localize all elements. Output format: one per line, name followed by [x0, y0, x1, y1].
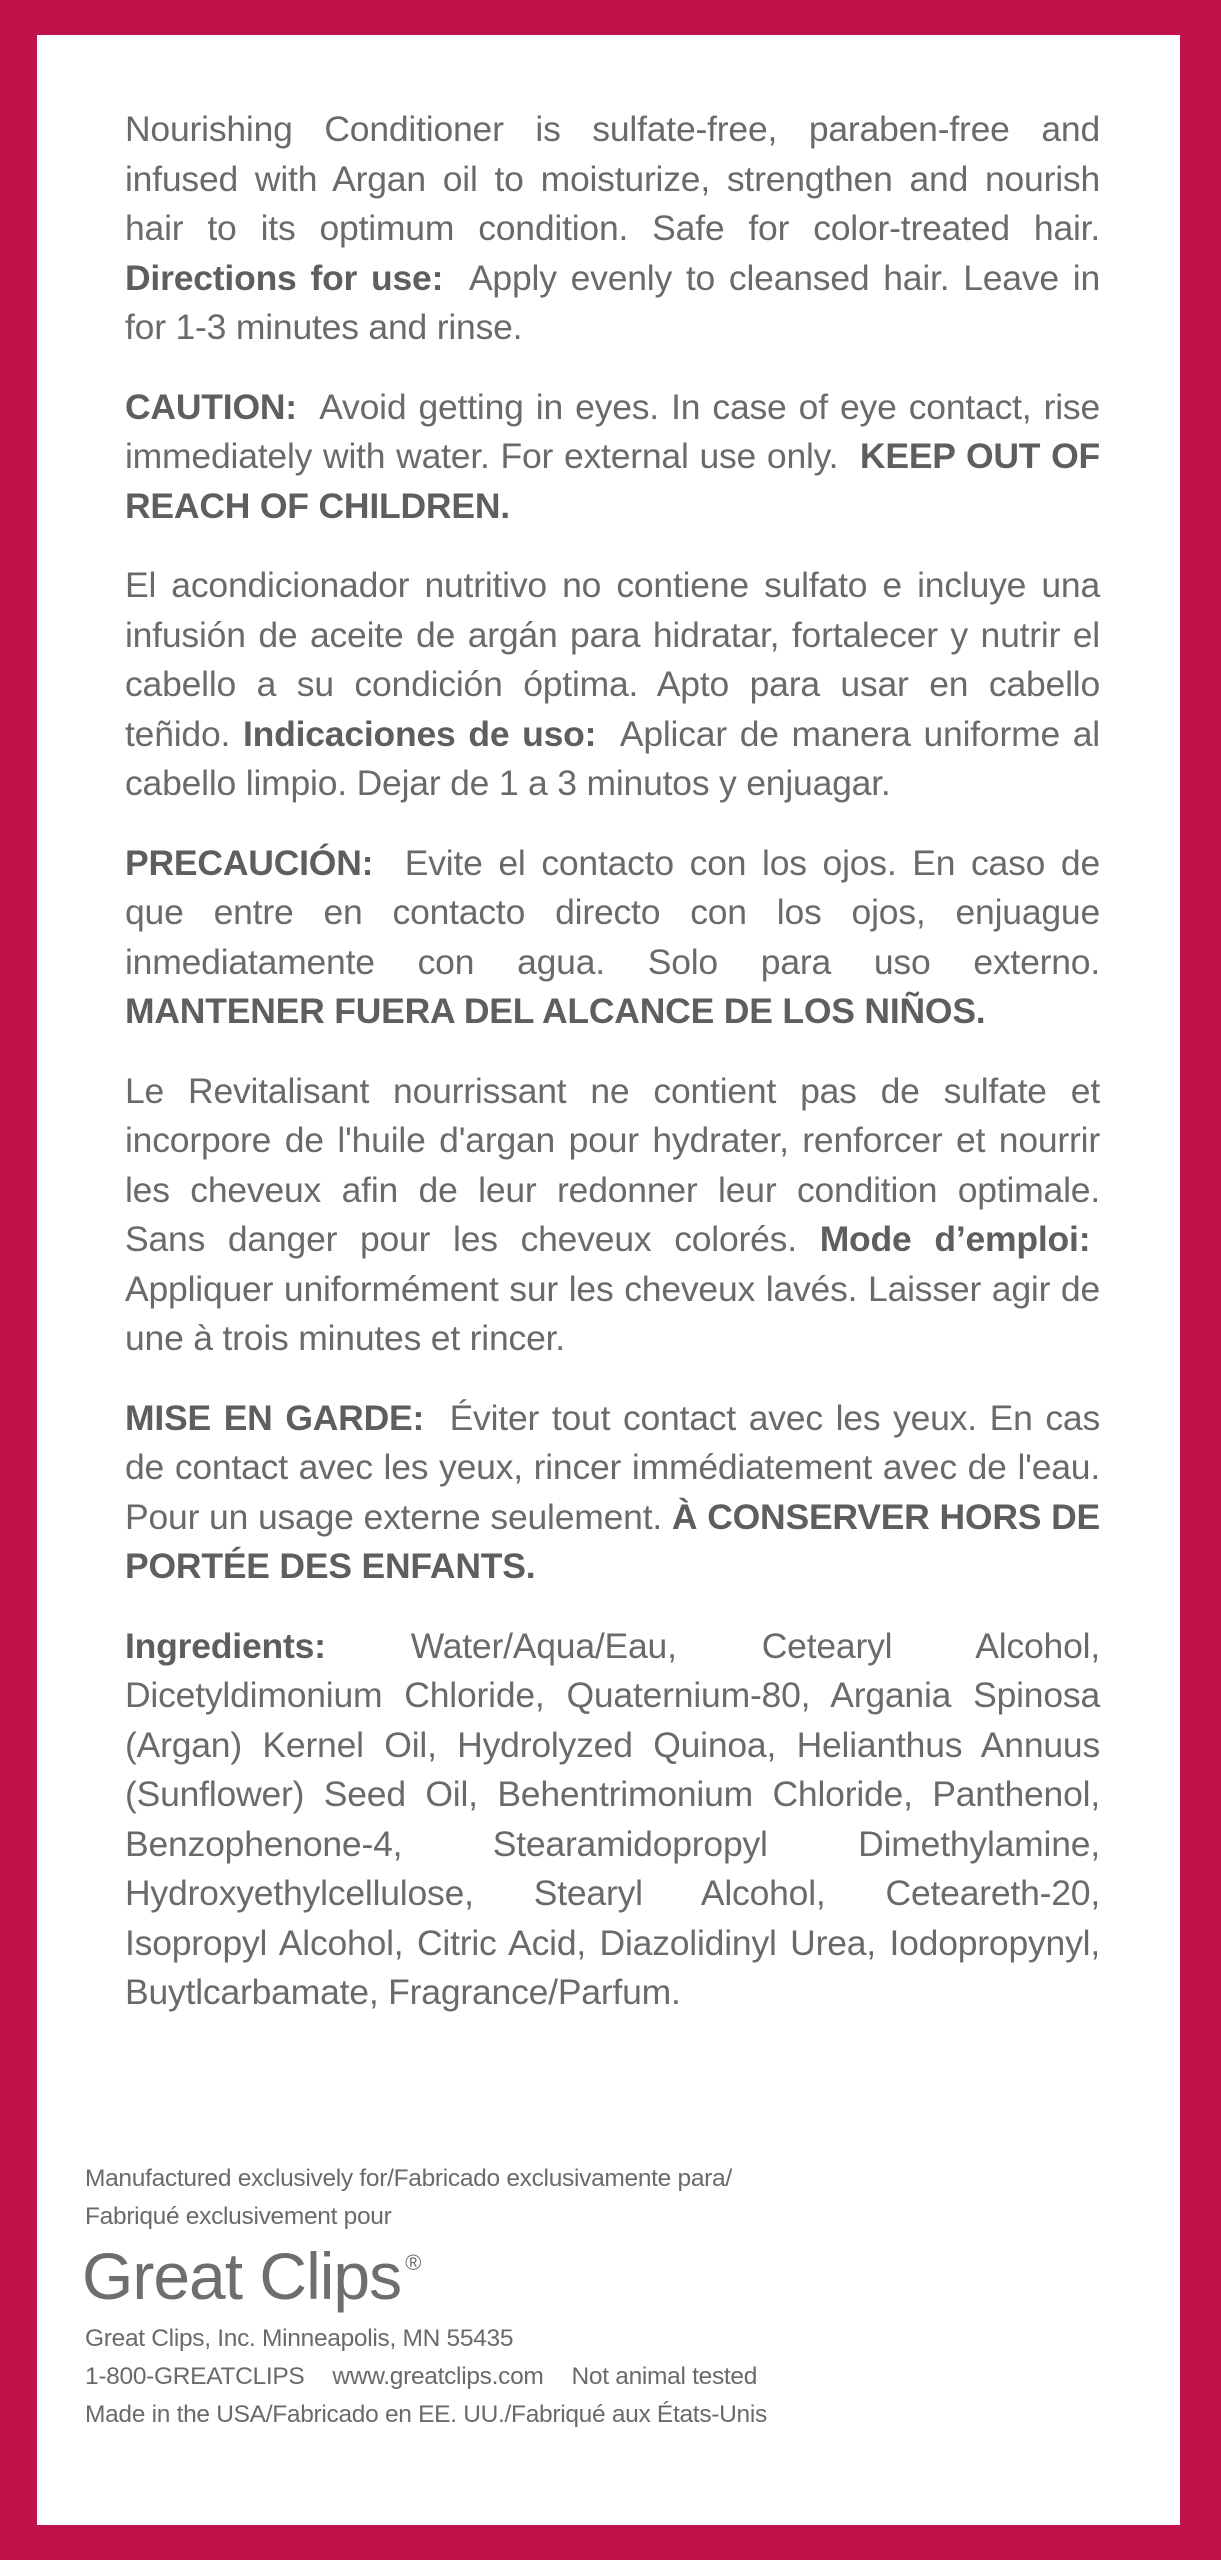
- french-caution-text: Éviter tout contact avec les yeux. En cas de contact avec les yeux, rincer immédiatement avec de l'eau. Pour un usage externe seulement.: [125, 1397, 1101, 1537]
- spanish-directions-label: Indicaciones de uso:: [242, 713, 597, 754]
- ingredients: [125, 1622, 1100, 2018]
- english-directions-text: Apply evenly to cleansed hair. Leave in for 1-3 minutes and rinse.: [125, 257, 1101, 347]
- manufactured-line-1: Manufactured exclusively for/Fabricado exclusivamente para/: [85, 2165, 732, 2192]
- spanish-directions-text: Aplicar de manera uniforme al cabello limpio. Dejar de 1 a 3 minutos y enjuagar.: [125, 713, 1100, 803]
- french-directions-text: Appliquer uniformément sur les cheveux lavés. Laisser agir de une à trois minutes et rincer.: [125, 1268, 1100, 1358]
- english-body: Nourishing Conditioner is sulfate-free, paraben-free and infused with Argan oil to moisturize, strengthen and nourish hair to its optimum condition. Safe for color-treated hair.: [125, 109, 1100, 248]
- french-directions-label: Mode d’emploi:: [819, 1219, 1091, 1259]
- french-caution-label: MISE EN GARDE:: [125, 1397, 425, 1438]
- great-clips-logo: [82, 2238, 985, 2314]
- spanish-caution-text: Evite el contacto con los ojos. En caso de que entre en contacto directo con los ojos, enjuague inmediatamente con agua. Solo para uso externo.: [125, 842, 1100, 982]
- english-caution-warning: KEEP OUT OF REACH OF CHILDREN.: [125, 436, 1100, 526]
- english-caution-label: CAUTION:: [125, 386, 297, 427]
- spanish-caution-warning: MANTENER FUERA DEL ALCANCE DE LOS NIÑOS.: [125, 991, 986, 1031]
- french-body: Le Revitalisant nourrissant ne contient pas de sulfate et incorpore de l'huile d'argan pour hydrater, renforcer et nourrir les cheveux afin de leur redonner leur condition optimale. Sans danger pour les cheveux colorés.: [125, 1070, 1100, 1259]
- spanish-caution: [125, 839, 1100, 1037]
- animal-testing-note: Not animal tested: [571, 2363, 758, 2390]
- spanish-description: [125, 561, 1100, 809]
- spanish-body: El acondicionador nutritivo no contiene sulfato e incluye una infusión de aceite de argán para hidratar, fortalecer y nutrir el cabello a su condición óptima. Apto para usar en cabello teñido.: [125, 565, 1100, 754]
- logo-text: Great Clips: [82, 2239, 402, 2313]
- french-description: [125, 1067, 1100, 1364]
- manufactured-line-2: Fabriqué exclusivement pour: [85, 2203, 392, 2230]
- french-caution: [125, 1394, 1100, 1592]
- english-caution-text: Avoid getting in eyes. In case of eye contact, rise immediately with water. For external use only.: [125, 386, 1100, 476]
- registered-mark: ®: [405, 2250, 421, 2275]
- phone-number: 1-800-GREATCLIPS: [85, 2363, 305, 2390]
- english-directions-label: Directions for use:: [125, 257, 444, 298]
- french-caution-warning: À CONSERVER HORS DE PORTÉE DES ENFANTS.: [125, 1496, 1100, 1586]
- contact-line: [85, 2358, 985, 2396]
- made-in-line: Made in the USA/Fabricado en EE. UU./Fabriqué aux États-Unis: [85, 2401, 767, 2428]
- label-panel: [37, 35, 1180, 2525]
- manufacturer-footer: [82, 2160, 985, 2434]
- website: www.greatclips.com: [332, 2363, 544, 2390]
- english-description: [125, 105, 1100, 353]
- ingredients-label: Ingredients:: [125, 1625, 326, 1666]
- english-caution: [125, 383, 1100, 532]
- company-address: Great Clips, Inc. Minneapolis, MN 55435: [85, 2325, 514, 2352]
- spanish-caution-label: PRECAUCIÓN:: [125, 842, 374, 883]
- ingredients-text: Water/Aqua/Eau, Cetearyl Alcohol, Dicetyldimonium Chloride, Quaternium-80, Argania Spinosa (Argan) Kernel Oil, Hydrolyzed Quinoa, Helianthus Annuus (Sunflower) Seed Oil, Behentrimonium Chloride, Panthenol, Benzophenone-4, Stearamidopropyl Dimethylamine, Hydroxyethylcellulose, Stearyl Alcohol, Ceteareth-20, Isopropyl Alcohol, Citric Acid, Diazolidinyl Urea, Iodopropynyl, Buytlcarbamate, Fragrance/Parfum.: [125, 1625, 1100, 2012]
